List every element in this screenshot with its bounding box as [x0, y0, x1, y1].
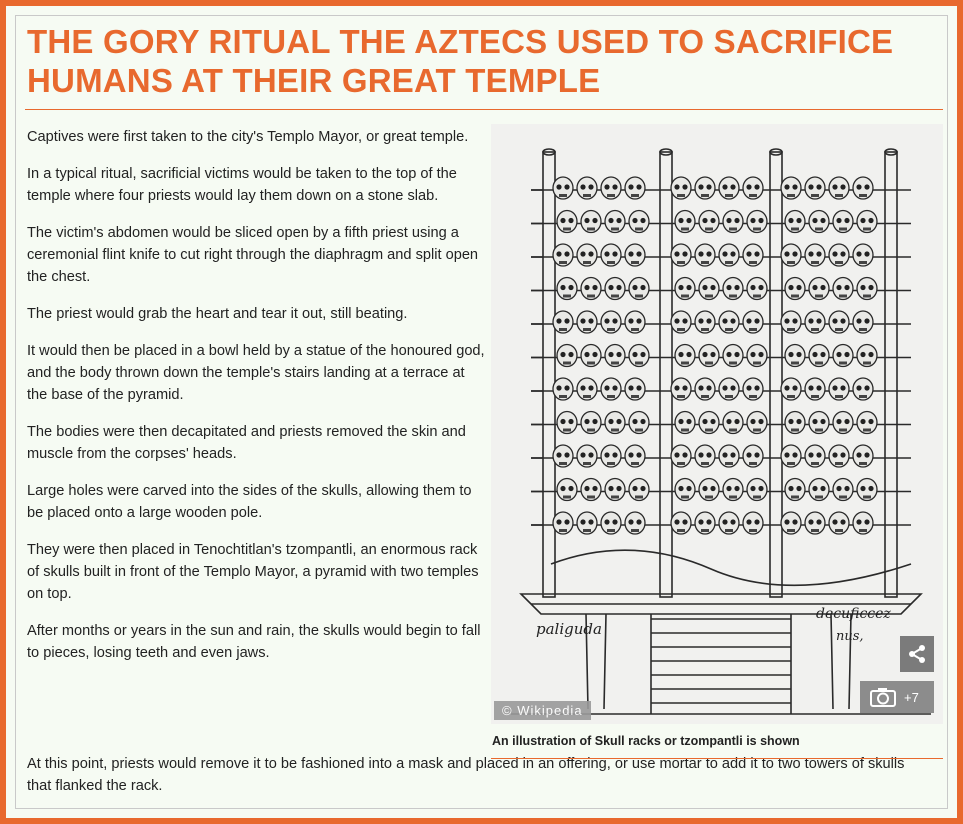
skull — [743, 378, 763, 400]
skull — [625, 311, 645, 333]
paragraph: The priest would grab the heart and tear it out, still beating. — [27, 306, 408, 322]
skull — [809, 278, 829, 300]
skull — [557, 412, 577, 434]
skull — [857, 345, 877, 367]
skull — [719, 445, 739, 467]
skull — [723, 211, 743, 233]
skull — [853, 445, 873, 467]
handwriting-right: decuficcez — [816, 606, 891, 622]
skull — [629, 479, 649, 501]
rack-post — [885, 152, 897, 597]
skull — [577, 512, 597, 534]
skull — [699, 479, 719, 501]
skull — [601, 244, 621, 266]
paragraph: In a typical ritual, sacrificial victims would be taken to the top of the temple where four priests would lay them down on a stone slab. — [27, 166, 457, 204]
paragraph: After months or years in the sun and rain, the skulls would begin to fall to pieces, losing teeth and even jaws. — [27, 623, 481, 661]
skull — [809, 479, 829, 501]
skull — [805, 311, 825, 333]
headline-divider — [25, 109, 943, 110]
caption-divider — [491, 758, 943, 759]
skull — [785, 345, 805, 367]
skull — [719, 378, 739, 400]
skull — [671, 177, 691, 199]
skull — [675, 278, 695, 300]
skull — [557, 345, 577, 367]
skull — [785, 278, 805, 300]
rack-post — [543, 152, 555, 597]
share-icon — [907, 644, 927, 664]
skull — [853, 378, 873, 400]
skull — [829, 311, 849, 333]
article-body — [27, 126, 487, 679]
skull — [695, 378, 715, 400]
rack-post — [660, 152, 672, 597]
paragraph: Large holes were carved into the sides of the skulls, allowing them to be placed onto a large wooden pole. — [27, 483, 472, 521]
tzompantli-drawing — [491, 124, 943, 724]
skull — [553, 244, 573, 266]
skull — [723, 278, 743, 300]
skull — [695, 445, 715, 467]
skull — [743, 311, 763, 333]
skull — [695, 512, 715, 534]
skull — [699, 278, 719, 300]
skull — [699, 211, 719, 233]
skull — [747, 479, 767, 501]
skull — [781, 311, 801, 333]
skull — [829, 177, 849, 199]
skull — [747, 412, 767, 434]
skull — [671, 445, 691, 467]
skull — [601, 512, 621, 534]
skull — [601, 177, 621, 199]
gallery-button[interactable] — [860, 681, 934, 713]
skull — [781, 244, 801, 266]
skull — [675, 345, 695, 367]
skull — [553, 378, 573, 400]
skull — [699, 345, 719, 367]
skull — [829, 378, 849, 400]
skull — [577, 311, 597, 333]
skull — [671, 512, 691, 534]
skull — [833, 211, 853, 233]
skull — [743, 445, 763, 467]
skull — [719, 244, 739, 266]
skull — [833, 278, 853, 300]
skull — [747, 345, 767, 367]
camera-icon — [870, 687, 896, 707]
skull — [553, 445, 573, 467]
article-headline: THE GORY RITUAL THE AZTECS USED TO SACRIFICE HUMANS AT THEIR GREAT TEMPLE — [27, 23, 894, 99]
skull — [805, 445, 825, 467]
skull — [605, 479, 625, 501]
skull — [581, 211, 601, 233]
handwriting-left: paliguda — [536, 620, 602, 638]
ground-line — [551, 550, 911, 585]
skull — [671, 378, 691, 400]
skull — [605, 412, 625, 434]
skull — [809, 211, 829, 233]
skull — [829, 445, 849, 467]
skull — [605, 278, 625, 300]
skull — [601, 311, 621, 333]
handwriting-right-2: nus, — [836, 629, 864, 644]
skull — [833, 412, 853, 434]
skull — [675, 211, 695, 233]
skull — [805, 244, 825, 266]
skull — [671, 244, 691, 266]
skull — [781, 512, 801, 534]
skull — [853, 244, 873, 266]
skull — [743, 177, 763, 199]
skull — [625, 378, 645, 400]
skull — [629, 211, 649, 233]
skull — [809, 345, 829, 367]
gallery-count: +7 — [904, 689, 919, 705]
skull — [805, 177, 825, 199]
skull — [805, 378, 825, 400]
skull — [723, 412, 743, 434]
skull — [577, 378, 597, 400]
skull — [629, 278, 649, 300]
skull — [747, 211, 767, 233]
skull — [695, 311, 715, 333]
skull — [557, 211, 577, 233]
skull — [553, 512, 573, 534]
skull — [675, 412, 695, 434]
skull — [781, 177, 801, 199]
skull — [853, 177, 873, 199]
skull — [781, 445, 801, 467]
skull — [785, 211, 805, 233]
skull — [853, 311, 873, 333]
image-caption: An illustration of Skull racks or tzompantli is shown — [492, 734, 800, 748]
paragraph: The bodies were then decapitated and priests removed the skin and muscle from the corpses' heads. — [27, 424, 466, 462]
skull — [629, 412, 649, 434]
skull — [833, 479, 853, 501]
skull — [719, 311, 739, 333]
skull — [853, 512, 873, 534]
skull — [719, 177, 739, 199]
skull — [625, 445, 645, 467]
skull — [581, 345, 601, 367]
skull — [699, 412, 719, 434]
skull — [581, 278, 601, 300]
skull — [581, 479, 601, 501]
skull — [857, 479, 877, 501]
skull — [781, 378, 801, 400]
skull — [675, 479, 695, 501]
paragraph: They were then placed in Tenochtitlan's tzompantli, an enormous rack of skulls built in front of the Templo Mayor, a pyramid with two temples on top. — [27, 542, 479, 602]
skull — [743, 244, 763, 266]
skull-rack-illustration[interactable] — [491, 124, 943, 724]
skull — [695, 177, 715, 199]
skull — [785, 412, 805, 434]
skull — [601, 445, 621, 467]
skull — [577, 445, 597, 467]
share-button[interactable] — [900, 636, 934, 672]
skull — [553, 177, 573, 199]
skull — [785, 479, 805, 501]
skull — [557, 479, 577, 501]
skull — [857, 278, 877, 300]
skull — [625, 177, 645, 199]
paragraph-full-width: At this point, priests would remove it to be fashioned into a mask and placed in an offering, or use mortar to add it to two towers of skulls that flanked the rack. — [27, 756, 905, 794]
skull — [671, 311, 691, 333]
skull — [833, 345, 853, 367]
skull — [605, 345, 625, 367]
skull — [629, 345, 649, 367]
paragraph: The victim's abdomen would be sliced open by a fifth priest using a ceremonial flint knife to cut right through the diaphragm and split open the chest. — [27, 225, 479, 285]
skull — [723, 345, 743, 367]
skull — [577, 177, 597, 199]
skull — [605, 211, 625, 233]
skull — [857, 412, 877, 434]
skull — [553, 311, 573, 333]
skull — [805, 512, 825, 534]
skull — [829, 244, 849, 266]
skull — [857, 211, 877, 233]
skull — [625, 512, 645, 534]
skull — [747, 278, 767, 300]
skull — [577, 244, 597, 266]
image-credit: © Wikipedia — [494, 701, 591, 720]
skull — [695, 244, 715, 266]
paragraph: Captives were first taken to the city's Templo Mayor, or great temple. — [27, 129, 469, 145]
skull — [581, 412, 601, 434]
rack-post — [770, 152, 782, 597]
skull — [809, 412, 829, 434]
skull — [829, 512, 849, 534]
paragraph: It would then be placed in a bowl held by a statue of the honoured god, and the body thrown down the temple's stairs landing at a terrace at the base of the pyramid. — [27, 343, 485, 403]
skull — [723, 479, 743, 501]
skull — [719, 512, 739, 534]
skull — [625, 244, 645, 266]
skull — [601, 378, 621, 400]
skull — [743, 512, 763, 534]
skull — [557, 278, 577, 300]
